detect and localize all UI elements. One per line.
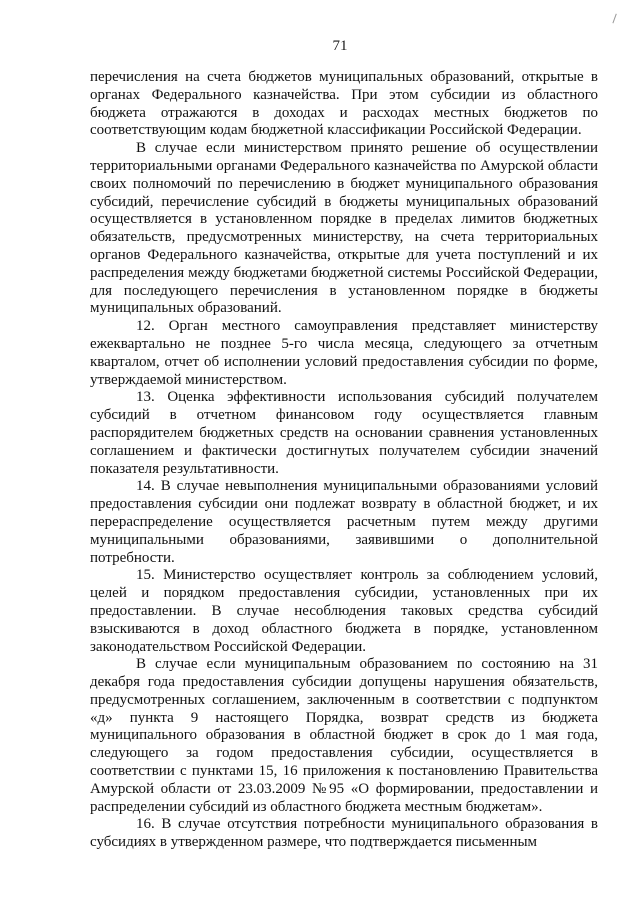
paragraph-15: 15. Министерство осуществляет контроль за соблюдением условий, целей и порядком предоставления субсидии, установленных при их предоставлении. В случае несоблюдения таковых средства субсидий взыскиваются в доход областного бюджета в порядке, установленном законодательством Российской Федерации. [90,567,598,655]
paragraph-14: 14. В случае невыполнения муниципальными образованиями условий предоставления субсидии они подлежат возврату в областной бюджет, и их перераспределение осуществляется расчетным путем между другими муниципальными образованиями, заявившими о дополнительной потребности. [90,478,598,566]
paragraph-continuation: перечисления на счета бюджетов муниципальных образований, открытые в органах Федерального казначейства. При этом субсидии из областного бюджета отражаются в доходах и расходах местных бюджетов по соответствующим кодам бюджетной классификации Российской Федерации. [90,69,598,139]
scan-mark [612,14,619,25]
paragraph-violations: В случае если муниципальным образованием по состоянию на 31 декабря года предоставления субсидии допущены нарушения обязательств, предусмотренных соглашением, заключенным в соответствии с подпунктом «д» пункта 9 настоящего Порядка, возврат средств из бюджета муниципального образования в областной бюджет в срок до 1 мая года, следующего за годом предоставления субсидии, осуществляется в соответствии с пунктами 15, 16 приложения к постановлению Правительства Амурской области от 23.03.2009 №95 «О формировании, предоставлении и распределении субсидий из областного бюджета местным бюджетам». [90,656,598,815]
paragraph-12: 12. Орган местного самоуправления представляет министерству ежеквартально не позднее 5-го числа месяца, следующего за отчетным кварталом, отчет об исполнении условий предоставления субсидии по форме, утверждаемой министерством. [90,318,598,388]
page-number: 71 [332,38,348,54]
document-body [90,69,598,852]
paragraph-16: 16. В случае отсутствия потребности муниципального образования в субсидиях в утвержденном размере, что подтверждается письменным [90,816,598,851]
paragraph-13: 13. Оценка эффективности использования субсидий получателем субсидий в отчетном финансовом году осуществляется главным распорядителем бюджетных средств на основании сравнения установленных соглашением и фактически достигнутых получателем субсидии значений показателя результативности. [90,389,598,477]
paragraph-ministry-decision: В случае если министерством принято решение об осуществлении территориальными органами Федерального казначейства по Амурской области своих полномочий по перечислению в бюджет муниципального образования субсидий, перечисление субсидий в бюджеты муниципальных образований осуществляется в установленном порядке в пределах лимитов бюджетных обязательств, предусмотренных министерству, на счета территориальных органов Федерального казначейства, открытые для учета поступлений и их распределения между бюджетами бюджетной системы Российской Федерации, для последующего перечисления в установленном порядке в бюджеты муниципальных образований. [90,140,598,317]
